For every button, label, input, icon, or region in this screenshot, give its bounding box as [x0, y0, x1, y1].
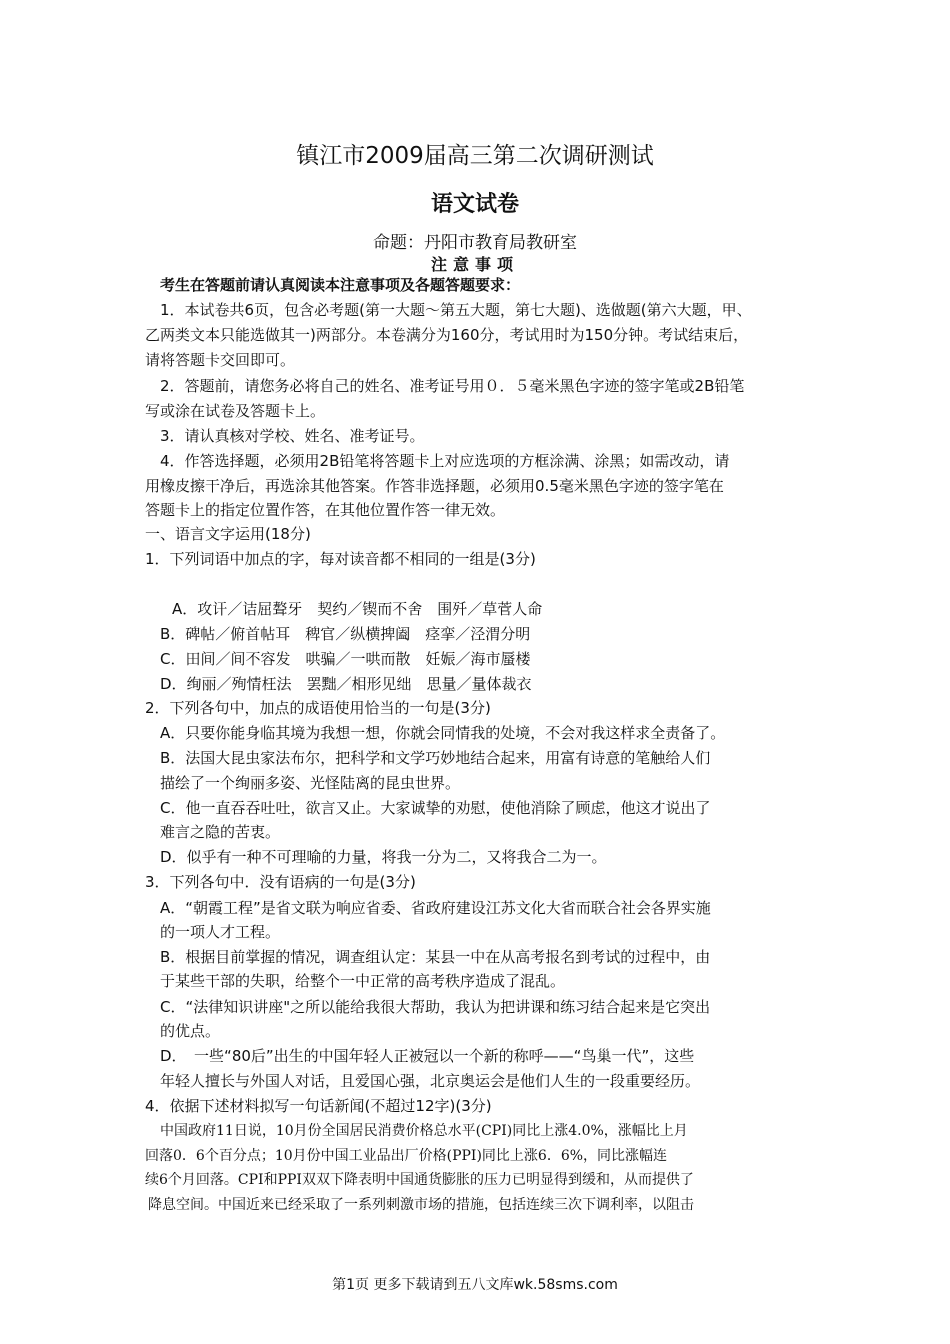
notice-line: 2．答题前，请您务必将自己的姓名、准考证号用０．５毫米黑色字迹的签字笔或2B铅笔: [160, 377, 745, 395]
question-3-stem: 3．下列各句中．没有语病的一句是(3分): [145, 873, 416, 891]
notice-line: 3．请认真核对学校、姓名、准考证号。: [160, 427, 425, 445]
notice-line: 用橡皮擦干净后，再选涂其他答案。作答非选择题，必须用0.5毫米黑色字迹的签字笔在: [145, 477, 724, 495]
question-2-option-cont: 描绘了一个绚丽多姿、光怪陆离的昆虫世界。: [160, 774, 461, 792]
question-2-option: C．他一直吞吞吐吐，欲言又止。大家诚挚的劝慰，使他消除了顾虑，他这才说出了: [160, 799, 711, 817]
question-3-option: B．根据目前掌握的情况，调查组认定：某县一中在从高考报名到考试的过程中，由: [160, 948, 711, 966]
question-4-stem: 4．依据下述材料拟写一句话新闻(不超过12字)(3分): [145, 1097, 492, 1115]
question-1-option: A．攻讦／诘屈聱牙 契约／锲而不舍 围歼／草菅人命: [172, 600, 543, 618]
question-1-option: B．碑帖／俯首帖耳 稗官／纵横捭阖 痉挛／泾渭分明: [160, 625, 531, 643]
question-3-option-cont: 年轻人擅长与外国人对话，且爱国心强，北京奥运会是他们人生的一段重要经历。: [160, 1072, 701, 1090]
page-footer: 第1页 更多下载请到五八文库wk.58sms.com: [332, 1277, 618, 1293]
exam-author: 命题：丹阳市教育局教研室: [373, 233, 577, 253]
question-3-option-cont: 的优点。: [160, 1022, 221, 1040]
exam-title: 镇江市2009届高三第二次调研测试: [296, 143, 654, 169]
question-4-material: 续6个月回落。CPI和PPI双双下降表明中国通货膨胀的压力已明显得到缓和，从而提供了: [145, 1172, 694, 1188]
question-4-material: 中国政府11日说，10月份全国居民消费价格总水平(CPI)同比上涨4.0%，涨幅比上月: [160, 1123, 688, 1139]
question-1-option: D．绚丽／殉情枉法 罢黜／相形见绌 思量／量体裁衣: [160, 675, 532, 693]
question-2-stem: 2．下列各句中，加点的成语使用恰当的一句是(3分): [145, 699, 491, 717]
notice-line: 答题卡上的指定位置作答，在其他位置作答一律无效。: [145, 501, 506, 519]
exam-subtitle: 语文试卷: [430, 192, 519, 217]
section-heading: 一、语言文字运用(18分): [145, 525, 311, 543]
notice-intro: 考生在答题前请认真阅读本注意事项及各题答题要求：: [160, 276, 521, 294]
question-4-material: 回落0．6个百分点；10月份中国工业品出厂价格(PPI)同比上涨6．6%，同比涨幅连: [145, 1148, 668, 1164]
question-4-material: 降息空间。中国近来已经采取了一系列刺激市场的措施，包括连续三次下调利率，以阻击: [148, 1197, 694, 1213]
question-2-option: B．法国大昆虫家法布尔，把科学和文学巧妙地结合起来，用富有诗意的笔触给人们: [160, 749, 711, 767]
question-1-stem: 1．下列词语中加点的字，每对读音都不相同的一组是(3分): [145, 550, 536, 568]
question-3-option-cont: 的一项人才工程。: [160, 923, 281, 941]
question-3-option-cont: 于某些干部的失职，给整个一中正常的高考秩序造成了混乱。: [160, 972, 566, 990]
question-2-option: D．似乎有一种不可理喻的力量，将我一分为二，又将我合二为一。: [160, 848, 607, 866]
question-2-option: A．只要你能身临其境为我想一想，你就会同情我的处境，不会对我这样求全责备了。: [160, 724, 726, 742]
notice-line: 4．作答选择题，必须用2B铅笔将答题卡上对应选项的方框涂满、涂黑；如需改动，请: [160, 452, 730, 470]
question-2-option-cont: 难言之隐的苦衷。: [160, 823, 281, 841]
notice-line: 请将答题卡交回即可。: [145, 351, 296, 369]
question-3-option: D． 一些“80后”出生的中国年轻人正被冠以一个新的称呼——“鸟巢一代”，这些: [160, 1047, 695, 1065]
notice-heading: 注意事项: [430, 255, 519, 274]
notice-line: 1．本试卷共6页，包含必考题(第一大题～第五大题，第七大题)、选做题(第六大题，甲、: [160, 301, 752, 319]
notice-line: 写或涂在试卷及答题卡上。: [145, 402, 326, 420]
question-3-option: A．“朝霞工程”是省文联为响应省委、省政府建设江苏文化大省而联合社会各界实施: [160, 899, 711, 917]
notice-line: 乙两类文本只能选做其一)两部分。本卷满分为160分，考试用时为150分钟。考试结束后，: [145, 326, 749, 344]
question-3-option: C．“法律知识讲座"之所以能给我很大帮助，我认为把讲课和练习结合起来是它突出: [160, 998, 711, 1016]
question-1-option: C．田间／间不容发 哄骗／一哄而散 妊娠／海市蜃楼: [160, 650, 531, 668]
